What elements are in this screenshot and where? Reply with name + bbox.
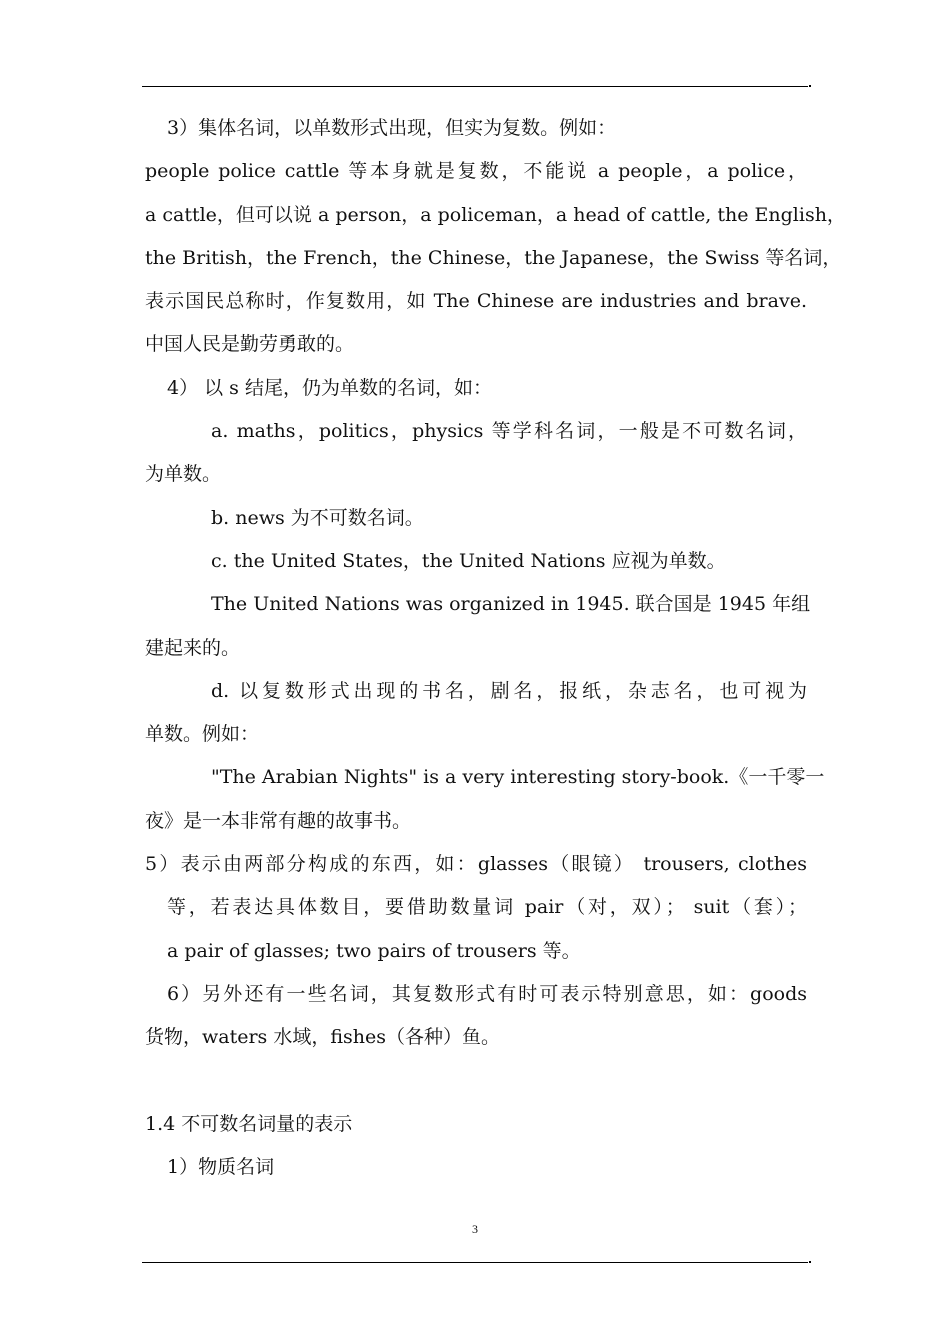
para-line: 5）表示由两部分构成的东西，如：glasses（眼镜） trousers, clothes (145, 853, 807, 876)
para-line: 货物，waters 水域，fishes（各种）鱼。 (145, 1026, 500, 1049)
para-line: 为单数。 (145, 463, 222, 486)
blank-line (145, 1060, 807, 1103)
para-line: 等，若表达具体数目，要借助数量词 pair（对，双）； suit（套）； (167, 896, 807, 919)
section-heading: 1.4 不可数名词量的表示 (145, 1112, 353, 1135)
para-line: 中国人民是勤劳勇敢的。 (145, 333, 355, 356)
para-line: people police cattle 等本身就是复数，不能说 a people，a police， (145, 160, 807, 183)
para-line: a pair of glasses; two pairs of trousers 等。 (167, 939, 581, 962)
footer-rule (142, 1262, 808, 1263)
page-body (145, 107, 846, 1189)
header-rule-end (809, 85, 811, 87)
para-line: 4） 以 s 结尾，仍为单数的名词，如： (167, 376, 492, 399)
para-line: c. the United States，the United Nations 应视为单数。 (211, 549, 726, 572)
para-line: 6）另外还有一些名词，其复数形式有时可表示特别意思，如：goods (167, 982, 807, 1005)
para-line: 1）物质名词 (167, 1156, 275, 1179)
header-rule (142, 86, 808, 87)
para-line: "The Arabian Nights" is a very interesting story-book.《一千零一 (211, 766, 825, 789)
para-line: d. 以复数形式出现的书名，剧名，报纸，杂志名，也可视为 (211, 679, 807, 702)
para-line: 单数。例如： (145, 723, 260, 746)
para-line: a cattle，但可以说 a person，a policeman，a head of cattle, the English， (145, 203, 846, 226)
para-line: The United Nations was organized in 1945. 联合国是 1945 年组 (211, 593, 811, 616)
page-number: 3 (472, 1222, 478, 1236)
para-line: 建起来的。 (145, 636, 241, 659)
para-line: 夜》是一本非常有趣的故事书。 (145, 809, 412, 832)
para-line: 表示国民总称时，作复数用，如 The Chinese are industries and brave. (145, 290, 807, 313)
para-line: the British，the French，the Chinese，the Japanese，the Swiss 等名词， (145, 246, 842, 269)
para-line: 3）集体名词，以单数形式出现，但实为复数。例如： (167, 117, 617, 139)
para-line: b. news 为不可数名词。 (211, 506, 424, 529)
footer-rule-end (809, 1261, 811, 1263)
para-line: a. maths，politics，physics 等学科名词，一般是不可数名词， (211, 420, 807, 443)
